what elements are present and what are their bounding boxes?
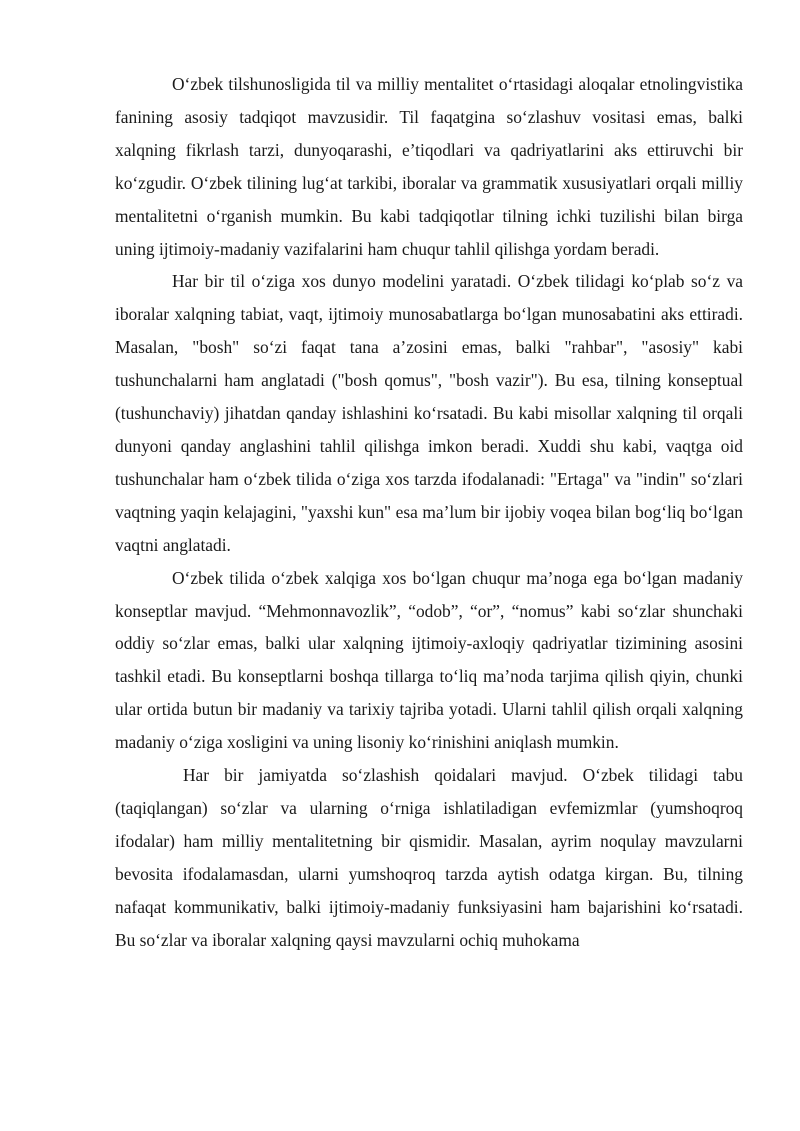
- document-page: [115, 68, 743, 956]
- paragraph-1: O‘zbek tilshunosligida til va milliy mentalitet o‘rtasidagi aloqalar etnolingvistika fanining asosiy tadqiqot mavzusidir. Til faqatgina so‘zlashuv vositasi emas, balki xalqning fikrlash tarzi, dunyoqarashi, e’tiqodlari va qadriyatlarini aks ettiruvchi bir ko‘zgudir. O‘zbek tilining lug‘at tarkibi, iboralar va grammatik xususiyatlari orqali milliy mentalitetni o‘rganish mumkin. Bu kabi tadqiqotlar tilning ichki tuzilishi bilan birga uning ijtimoiy-madaniy vazifalarini ham chuqur tahlil qilishga yordam beradi.: [115, 74, 743, 259]
- paragraph-3: O‘zbek tilida o‘zbek xalqiga xos bo‘lgan chuqur ma’noga ega bo‘lgan madaniy konseptlar mavjud. “Mehmonnavozlik”, “odob”, “or”, “nomus” kabi so‘zlar shunchaki oddiy so‘zlar emas, balki ular xalqning ijtimoiy-axloqiy qadriyatlar tizimining asosini tashkil etadi. Bu konseptlarni boshqa tillarga to‘liq ma’noda tarjima qilish qiyin, chunki ular ortida butun bir madaniy va tarixiy tajriba yotadi. Ularni tahlil qilish orqali xalqning madaniy o‘ziga xosligini va uning lisoniy ko‘rinishini aniqlash mumkin.: [115, 567, 743, 753]
- paragraph-2: Har bir til o‘ziga xos dunyo modelini yaratadi. O‘zbek tilidagi ko‘plab so‘z va iboralar xalqning tabiat, vaqt, ijtimoiy munosabatlarga bo‘lgan munosabatini aks ettiradi. Masalan, "bosh" so‘zi faqat tana a’zosini emas, balki "rahbar", "asosiy" kabi tushunchalarni ham anglatadi ("bosh qomus", "bosh vazir"). Bu esa, tilning konseptual (tushunchaviy) jihatdan qanday ishlashini ko‘rsatadi. Bu kabi misollar xalqning til orqali dunyoni qanday anglashini tahlil qilishga imkon beradi. Xuddi shu kabi, vaqtga oid tushunchalar ham o‘zbek tilida o‘ziga xos tarzda ifodalanadi: "Ertaga" va "indin" so‘zlari vaqtning yaqin kelajagini, "yaxshi kun" esa ma’lum bir ijobiy voqea bilan bog‘liq bo‘lgan vaqtni anglatadi.: [115, 271, 743, 555]
- paragraph-4: Har bir jamiyatda so‘zlashish qoidalari mavjud. O‘zbek tilidagi tabu (taqiqlangan) so‘zlar va ularning o‘rniga ishlatiladigan evfemizmlar (yumshoqroq ifodalar) ham milliy mentalitetning bir qismidir. Masalan, ayrim noqulay mavzularni bevosita ifodalamasdan, ularni yumshoqroq tarzda aytish odatga kirgan. Bu, tilning nafaqat kommunikativ, balki ijtimoiy-madaniy funksiyasini ham bajarishini ko‘rsatadi. Bu so‘zlar va iboralar xalqning qaysi mavzularni ochiq muhokama: [115, 765, 743, 950]
